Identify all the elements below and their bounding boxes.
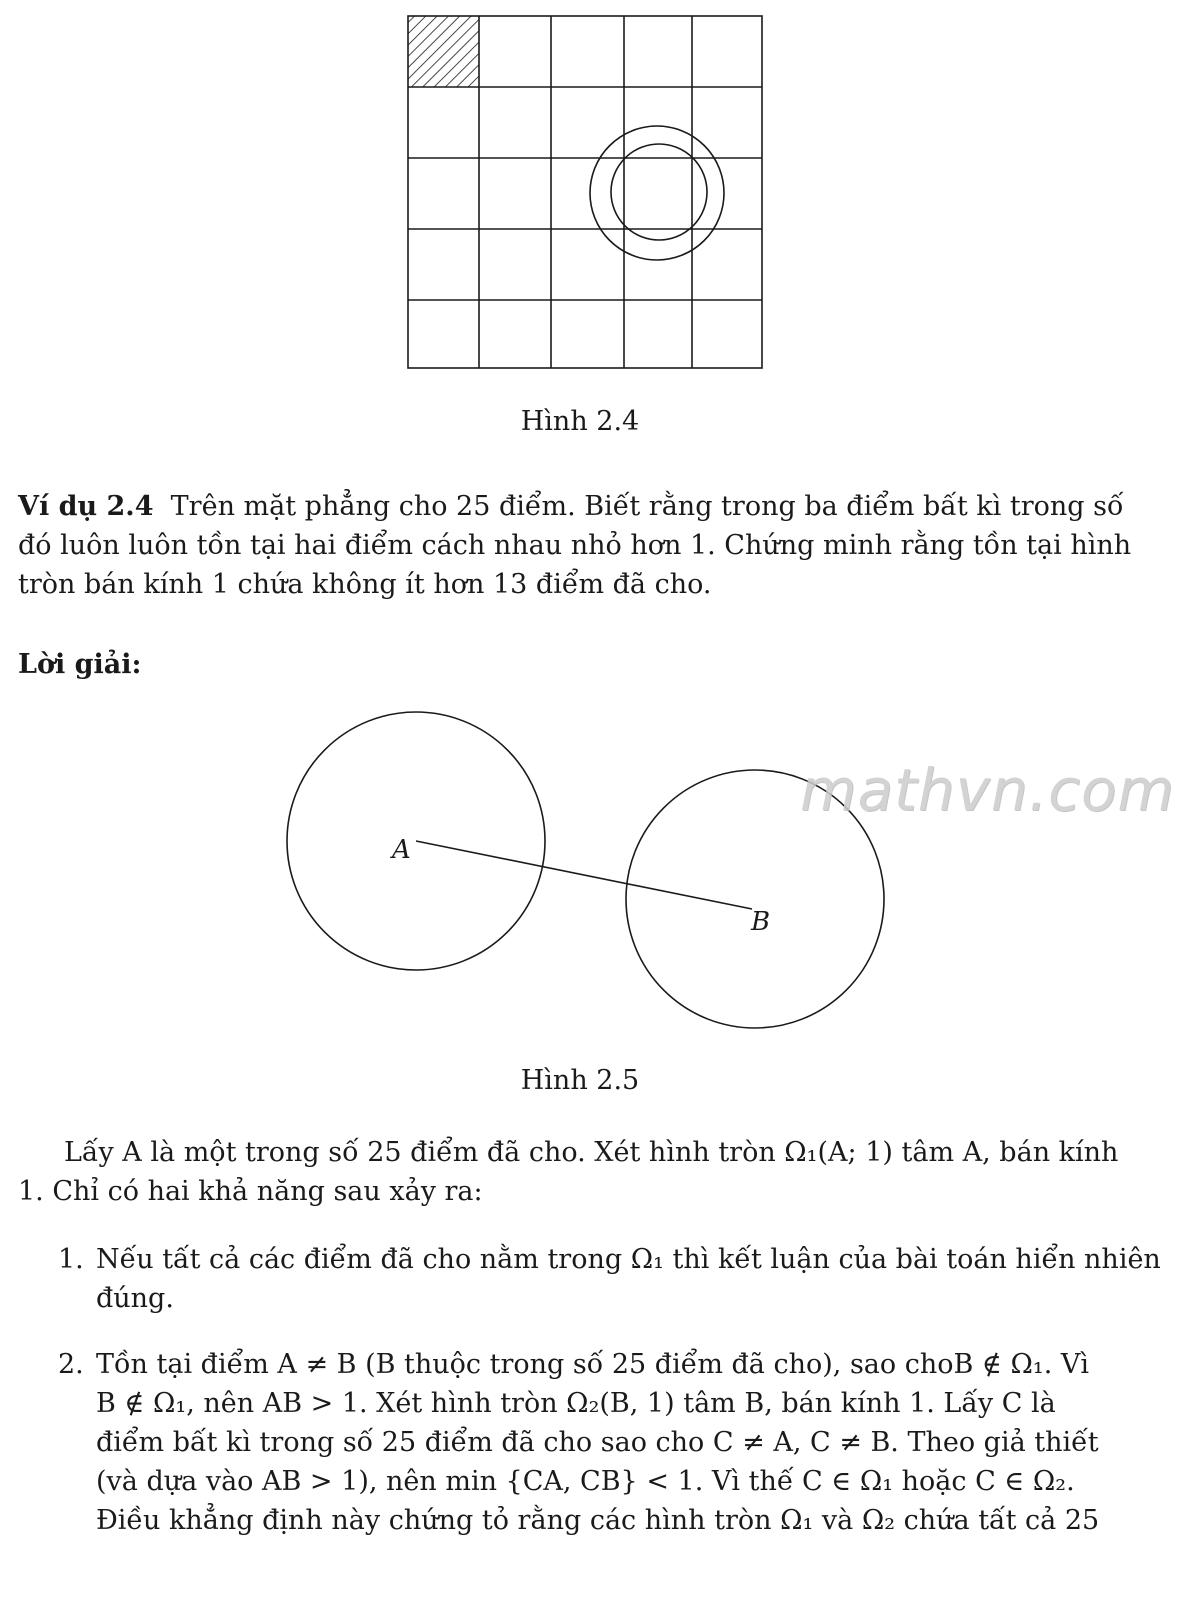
segment-ab [416, 841, 752, 909]
list-number: 1. [58, 1244, 84, 1275]
figure-2-5 [0, 700, 1199, 1040]
example-text-line2: đó luôn luôn tồn tại hai điểm cách nhau nhỏ hơn 1. Chứng minh rằng tồn tại hình [18, 530, 1132, 561]
paragraph-line1: Lấy A là một trong số 25 điểm đã cho. Xét hình tròn Ω₁(A; 1) tâm A, bán kính [64, 1137, 1119, 1168]
watermark: mathvn.com [800, 756, 1175, 824]
figure-2-4-caption: Hình 2.4 [520, 406, 640, 437]
list-item-1-line2: đúng. [96, 1283, 174, 1314]
paragraph-line2: 1. Chỉ có hai khả năng sau xảy ra: [18, 1176, 483, 1207]
example-text-line3: tròn bán kính 1 chứa không ít hơn 13 điểm đã cho. [18, 569, 712, 600]
example-2-4 [18, 487, 1158, 604]
list-number: 2. [58, 1349, 84, 1380]
list-item-2-line4: (và dựa vào AB > 1), nên min {CA, CB} < 1. Vì thế C ∈ Ω₁ hoặc C ∈ Ω₂. [96, 1466, 1075, 1497]
list-item-2-line5: Điều khẳng định này chứng tỏ rằng các hình tròn Ω₁ và Ω₂ chứa tất cả 25 [96, 1505, 1100, 1536]
point-b-label: B [751, 907, 771, 937]
solution-heading: Lời giải: [18, 649, 142, 680]
list-item-2-line3: điểm bất kì trong số 25 điểm đã cho sao cho C ≠ A, C ≠ B. Theo giả thiết [96, 1427, 1099, 1458]
example-label: Ví dụ 2.4 [18, 491, 154, 522]
solution-paragraph [18, 1133, 1158, 1211]
list-item-1-line1: Nếu tất cả các điểm đã cho nằm trong Ω₁ thì kết luận của bài toán hiển nhiên [96, 1244, 1161, 1275]
figure-2-5-caption: Hình 2.5 [520, 1065, 640, 1096]
point-a-label: A [392, 835, 411, 865]
example-text-line1: Trên mặt phẳng cho 25 điểm. Biết rằng trong ba điểm bất kì trong số [170, 491, 1124, 522]
figure-2-4 [0, 0, 1199, 380]
list-item-2-line1: Tồn tại điểm A ≠ B (B thuộc trong số 25 điểm đã cho), sao choB ∉ Ω₁. Vì [96, 1349, 1090, 1380]
hatched-cell [408, 16, 479, 87]
list-item-2-line2: B ∉ Ω₁, nên AB > 1. Xét hình tròn Ω₂(B, 1) tâm B, bán kính 1. Lấy C là [96, 1388, 1056, 1419]
